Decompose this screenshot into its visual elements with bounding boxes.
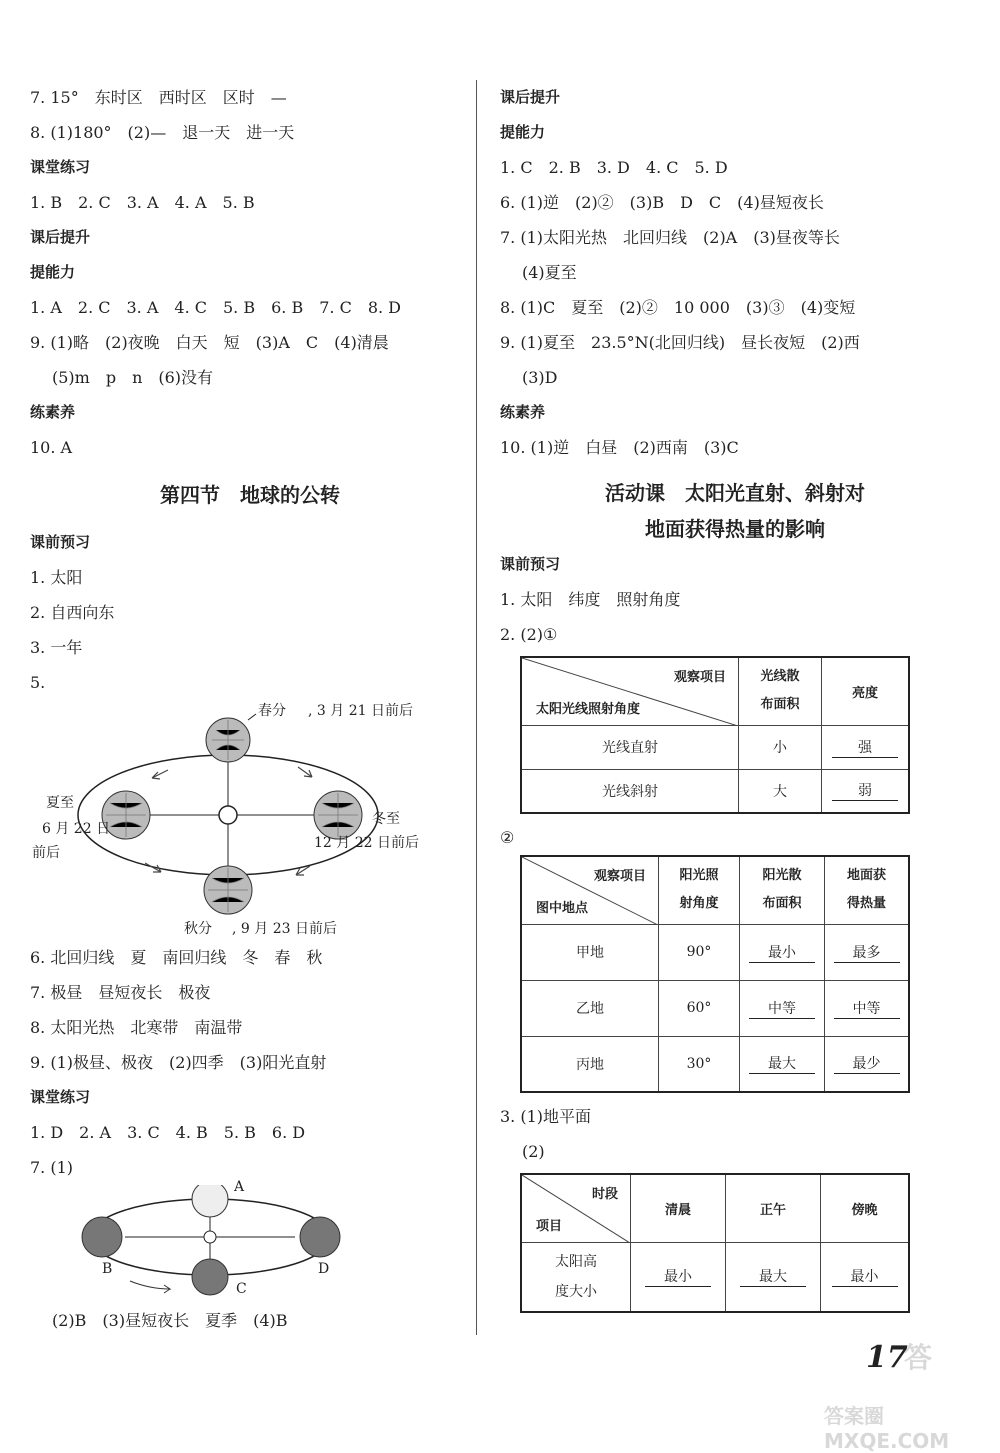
table-row (521, 980, 909, 1036)
answer-line: 10. A (30, 438, 73, 457)
table-row (521, 769, 909, 813)
autumn-equinox-date: , 9 月 23 日前后 (232, 921, 337, 937)
section-heading: 课堂练习 (30, 1088, 91, 1106)
answer-line: 3. 一年 (30, 638, 83, 657)
answer-line: 6. (1)逆 (2)② (3)B D C (4)昼短夜长 (500, 193, 824, 212)
answer-line: 7. 15° 东时区 西时区 区时 — (30, 88, 287, 107)
table-diagonal-header (521, 856, 659, 924)
table-cell: 最小 (631, 1242, 726, 1312)
answer-line: (4)夏至 (522, 263, 577, 282)
table-cell: 乙地 (521, 980, 659, 1036)
orbit-label-b: B (102, 1261, 113, 1277)
page-number: 17 (866, 1340, 908, 1375)
table-header: 正午 (726, 1174, 821, 1242)
answer-line: 3. (1)地平面 (500, 1107, 592, 1126)
table-sun-height (520, 1173, 910, 1313)
summer-solstice-label: 夏至 (46, 795, 74, 811)
table-row (521, 1242, 909, 1312)
table-light-spread (520, 656, 910, 814)
answer-line: 1. A 2. C 3. A 4. C 5. B 6. B 7. C 8. D (30, 298, 401, 317)
right-column (500, 80, 970, 1313)
autumn-equinox-label: 秋分 (184, 921, 212, 937)
orbit-label-c: C (236, 1281, 247, 1297)
section-heading: 提能力 (30, 263, 76, 281)
table-header: 阳光散 布面积 (740, 856, 825, 924)
diag-header-top: 时段 (591, 1187, 618, 1202)
answer-line: 7. 极昼 昼短夜长 极夜 (30, 983, 211, 1002)
orbit-label-a: A (234, 1179, 245, 1195)
table-row (521, 725, 909, 769)
diag-header-top: 观察项目 (673, 670, 726, 685)
table-header: 地面获 得热量 (825, 856, 910, 924)
answer-line: 9. (1)极昼、极夜 (2)四季 (3)阳光直射 (30, 1053, 327, 1072)
watermark-text: 答案圈 MXQE.COM (824, 1404, 950, 1453)
answer-line: (2)B (3)昼短夜长 夏季 (4)B (52, 1311, 288, 1330)
table-header: 清晨 (631, 1174, 726, 1242)
table-cell: 光线斜射 (521, 769, 739, 813)
table-cell: 大 (739, 769, 822, 813)
table-row (521, 1036, 909, 1092)
answer-line: (5)m p n (6)没有 (52, 368, 214, 387)
answer-line: 8. (1)C 夏至 (2)② 10 000 (3)③ (4)变短 (500, 298, 856, 317)
answer-line: 9. (1)略 (2)夜晚 白天 短 (3)A C (4)清晨 (30, 333, 389, 352)
table-cell: 90° (659, 924, 740, 980)
diag-header-bottom: 项目 (536, 1218, 563, 1234)
activity-title-line1: 活动课 太阳光直射、斜射对 (605, 481, 865, 505)
answer-line: 1. 太阳 纬度 照射角度 (500, 590, 681, 609)
vernal-equinox-date: , 3 月 21 日前后 (308, 703, 413, 719)
winter-solstice-label: 冬至 (372, 811, 400, 827)
table-cell: 最小 (740, 924, 825, 980)
section-heading: 课前预习 (30, 533, 91, 551)
answer-line: 2. (2)① (500, 625, 558, 644)
answer-line: 7. (1) (30, 1158, 74, 1177)
table-cell: 中等 (740, 980, 825, 1036)
answer-line: 8. 太阳光热 北寒带 南温带 (30, 1018, 243, 1037)
section-heading: 课后提升 (30, 228, 91, 246)
earth-orbit-diagram-2 (30, 1179, 470, 1303)
table-header: 亮度 (822, 657, 910, 725)
answer-line: 6. 北回归线 夏 南回归线 冬 春 秋 (30, 948, 323, 967)
answer-line: ② (500, 828, 515, 847)
summer-solstice-date: 6 月 22 日 (42, 821, 111, 837)
answer-line: 1. D 2. A 3. C 4. B 5. B 6. D (30, 1123, 306, 1142)
table-cell: 弱 (822, 769, 910, 813)
section-heading: 课前预习 (500, 555, 561, 573)
table-cell: 60° (659, 980, 740, 1036)
table-row (521, 924, 909, 980)
section-title: 第四节 地球的公转 (160, 483, 340, 507)
table-cell: 最大 (726, 1242, 821, 1312)
table-cell: 强 (822, 725, 910, 769)
table-heat-received (520, 855, 910, 1093)
table-cell: 30° (659, 1036, 740, 1092)
earth-orbit-diagram (30, 700, 470, 940)
section-heading: 提能力 (500, 123, 546, 141)
answer-line: 5. (30, 673, 46, 692)
answer-line: 1. B 2. C 3. A 4. A 5. B (30, 193, 255, 212)
orbit-figure-2 (30, 1185, 470, 1303)
section-heading: 练素养 (30, 403, 76, 421)
table-cell: 丙地 (521, 1036, 659, 1092)
section-heading: 课堂练习 (30, 158, 91, 176)
diag-header-bottom: 太阳光线照射角度 (536, 701, 641, 717)
table-cell: 光线直射 (521, 725, 739, 769)
table-cell: 最多 (825, 924, 910, 980)
summer-solstice-after: 前后 (32, 845, 60, 861)
table-cell: 甲地 (521, 924, 659, 980)
winter-solstice-date: 12 月 22 日前后 (314, 835, 419, 851)
answer-line: 9. (1)夏至 23.5°N(北回归线) 昼长夜短 (2)西 (500, 333, 860, 352)
table-cell: 最小 (821, 1242, 910, 1312)
answer-line: 1. 太阳 (30, 568, 83, 587)
answer-line: 7. (1)太阳光热 北回归线 (2)A (3)昼夜等长 (500, 228, 840, 247)
vernal-equinox-label: 春分 (258, 703, 286, 719)
orbit-label-d: D (318, 1261, 330, 1277)
activity-title-line2: 地面获得热量的影响 (645, 517, 825, 541)
left-column (30, 80, 470, 1338)
diag-header-top: 观察项目 (593, 869, 646, 884)
watermark-logo: 答 (904, 1341, 933, 1374)
table-diagonal-header (521, 1174, 631, 1242)
answer-line: (2) (522, 1142, 545, 1161)
table-header: 阳光照 射角度 (659, 856, 740, 924)
table-cell: 最少 (825, 1036, 910, 1092)
answer-line: 8. (1)180° (2)— 退一天 进一天 (30, 123, 295, 142)
answer-line: 1. C 2. B 3. D 4. C 5. D (500, 158, 728, 177)
table-cell: 太阳高 度大小 (521, 1242, 631, 1312)
table-header: 傍晚 (821, 1174, 910, 1242)
diag-header-bottom: 图中地点 (536, 900, 589, 916)
answer-line: 2. 自西向东 (30, 603, 115, 622)
table-diagonal-header (521, 657, 739, 725)
answer-line: (3)D (522, 368, 558, 387)
table-cell: 中等 (825, 980, 910, 1036)
column-divider (476, 80, 477, 1335)
answer-line: 10. (1)逆 白昼 (2)西南 (3)C (500, 438, 739, 457)
table-header: 光线散 布面积 (739, 657, 822, 725)
table-cell: 最大 (740, 1036, 825, 1092)
section-heading: 课后提升 (500, 88, 561, 106)
table-cell: 小 (739, 725, 822, 769)
section-heading: 练素养 (500, 403, 546, 421)
